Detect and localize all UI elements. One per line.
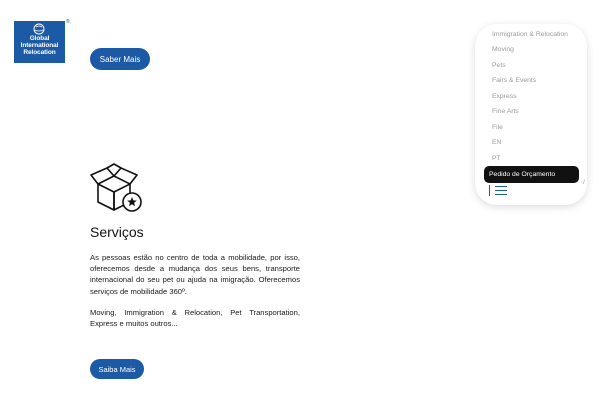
services-list: Moving, Immigration & Relocation, Pet Transportation, Express e muitos outros... [90,308,300,329]
menu-item-fine-arts[interactable]: Fine Arts [492,108,519,115]
menu-item-moving[interactable]: Moving [492,46,514,53]
menu-item-file[interactable]: File [492,124,503,131]
language-separator: / [583,179,585,186]
language-en[interactable]: EN [492,139,502,146]
saber-mais-button[interactable]: Saber Mais [90,48,150,70]
logo-text-relocation: Relocation [23,49,56,56]
hamburger-menu-icon[interactable] [489,185,509,197]
company-logo[interactable] [14,19,70,63]
services-title: Serviços [90,224,144,240]
globe-icon [32,23,46,35]
registered-mark: ® [66,19,70,25]
box-star-icon [88,162,144,214]
logo-text-global: Global [29,35,50,42]
text-cursor [489,185,490,196]
saiba-mais-button[interactable]: Saiba Mais [90,359,144,379]
menu-item-fairs-events[interactable]: Fairs & Events [492,77,537,84]
menu-item-pets[interactable]: Pets [492,62,506,69]
language-pt[interactable]: PT [492,155,501,162]
menu-item-express[interactable]: Express [492,93,517,100]
logo-text-international: International [20,42,59,49]
quote-request-button[interactable]: Pedido de Orçamento [484,166,579,183]
services-description: As pessoas estão no centro de toda a mobilidade, por isso, oferecemos desde a mudança dos seus bens, transporte internacional do seu pet ou ajuda na imigração. Oferecemos serviços de mobilidade 360º. [90,253,300,296]
menu-item-immigration-relocation[interactable]: Immigration & Relocation [492,31,568,38]
